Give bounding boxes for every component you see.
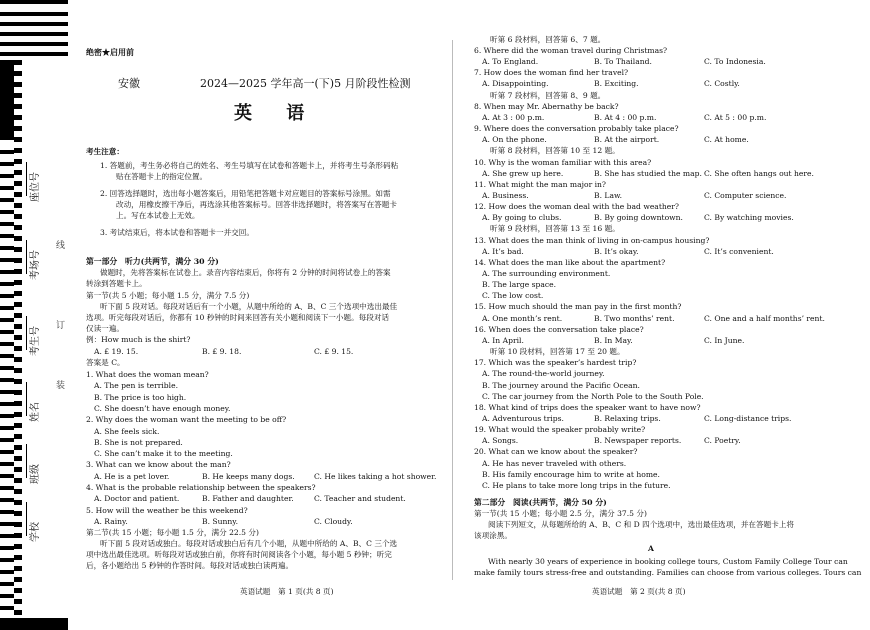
option: C. She doesn’t have enough money. — [94, 403, 231, 413]
example-option: C. £ 9. 15. — [314, 347, 354, 356]
question: 19. What would the speaker probably write? — [474, 425, 646, 435]
option: C. She can’t make it to the meeting. — [94, 449, 233, 459]
option: C. Computer science. — [704, 190, 787, 200]
option: B. The large space. — [482, 280, 557, 290]
option: B. She has studied the map. — [594, 168, 702, 178]
option: A. One month’s rent. — [482, 313, 563, 323]
option: C. He likes taking a hot shower. — [314, 471, 437, 481]
example-option: B. £ 9. 18. — [202, 347, 242, 356]
question: 3. What can we know about the man? — [86, 460, 231, 470]
right-top-note: 听第 6 段材料，回答第 6、7 题。 — [490, 35, 606, 44]
info-fill-line — [26, 240, 27, 274]
option: C. At home. — [704, 135, 749, 145]
part2-desc: 项中选出最佳选项。听每段对话或独白前，你将有时间阅读各个小题，每小题 5 秒钟；听完 — [86, 550, 392, 559]
part1-desc: 听下面 5 段对话。每段对话后有一个小题，从题中所给的 A、B、C 三个选项中选出最佳 — [100, 302, 398, 311]
option: B. The journey around the Pacific Ocean. — [482, 380, 640, 390]
binding-strip — [0, 0, 70, 630]
option: A. In April. — [482, 335, 524, 345]
example-answer: 答案是 C。 — [86, 358, 125, 367]
option: B. She is not prepared. — [94, 437, 183, 447]
notice-title: 考生注意： — [86, 147, 124, 156]
option: A. To England. — [482, 57, 539, 67]
option: C. The car journey from the North Pole to the South Pole. — [482, 391, 704, 401]
option: B. He keeps many dogs. — [202, 471, 295, 481]
option: A. By going to clubs. — [482, 213, 562, 223]
info-label: 考生号 — [30, 326, 41, 356]
barcode-bar — [0, 12, 68, 16]
info-label: 班级 — [30, 464, 41, 484]
option: B. Newspaper reports. — [594, 436, 682, 446]
question: 18. What kind of trips does the speaker want to have now? — [474, 402, 701, 412]
option: B. In May. — [594, 335, 633, 345]
barcode-bar — [0, 22, 68, 26]
question: 7. How does the woman find her travel? — [474, 68, 629, 78]
option: C. Teacher and student. — [314, 494, 406, 504]
reading-desc: 该项涂黑。 — [474, 531, 512, 540]
passage-text: With nearly 30 years of experience in booking college tours, Custom Family College Tour can — [488, 557, 848, 566]
cut-mark-bind: 订 — [56, 321, 66, 331]
option: C. One and a half months’ rent. — [704, 313, 825, 323]
barcode-bar — [0, 32, 68, 36]
option: B. Father and daughter. — [202, 494, 294, 504]
notice-item: 1. 答题前，考生务必将自己的姓名、考生号填写在试卷和答题卡上，并将考生号条形码粘 — [100, 161, 399, 170]
subject-title: 英 语 — [234, 103, 319, 124]
passage-text: make family tours stress-free and outstanding. Families can choose from various colleges. Tours can — [474, 568, 862, 577]
info-fill-line — [26, 316, 27, 350]
reading-heading: 第二部分 阅读(共两节，满分 50 分) — [474, 498, 607, 507]
notice-item: 3. 考试结束后，将本试卷和答题卡一并交回。 — [100, 228, 254, 237]
part2-desc: 后，各小题给出 5 秒钟的作答时间。每段对话或独白读两遍。 — [86, 561, 294, 570]
barcode-bar — [0, 42, 68, 46]
question: 5. How will the weather be this weekend? — [86, 505, 248, 515]
option: C. The low cost. — [482, 291, 544, 301]
secret-mark: 绝密★启用前 — [86, 47, 134, 57]
info-label: 学校 — [30, 522, 41, 542]
question: 1. What does the woman mean? — [86, 370, 209, 379]
question: 12. How does the woman deal with the bad weather? — [474, 202, 679, 212]
section-note: 听第 7 段材料，回答第 8、9 题。 — [490, 90, 606, 100]
listening-heading: 第一部分 听力(共两节，满分 30 分) — [86, 257, 219, 266]
notice-item: 贴在答题卡上的指定位置。 — [116, 172, 208, 181]
info-fill-line — [26, 382, 27, 416]
option: B. At 4 : 00 p.m. — [594, 112, 657, 122]
question: 15. How much should the man pay in the first month? — [474, 302, 682, 312]
option: C. By watching movies. — [704, 213, 794, 223]
section-note: 听第 8 段材料，回答第 10 至 12 题。 — [490, 146, 620, 156]
question: 9. Where does the conversation probably take place? — [474, 124, 679, 134]
part2-heading: 第二节(共 15 小题；每小题 1.5 分，满分 22.5 分) — [86, 528, 259, 537]
candidate-info-labels — [18, 120, 68, 620]
question: 6. Where did the woman travel during Christmas? — [474, 46, 668, 55]
section-note: 听第 10 段材料，回答第 17 至 20 题。 — [490, 347, 625, 357]
option: A. He has never traveled with others. — [482, 458, 627, 468]
example-question: 例：How much is the shirt? — [86, 335, 191, 344]
question: 10. Why is the woman familiar with this area? — [474, 157, 652, 167]
section-note: 听第 9 段材料，回答第 13 至 16 题。 — [490, 224, 620, 234]
question: 14. What does the man like about the apartment? — [474, 257, 666, 267]
option: A. The surrounding environment. — [482, 269, 611, 278]
option: C. To Indonesia. — [704, 57, 766, 67]
info-label: 考场号 — [30, 250, 41, 280]
option: A. Doctor and patient. — [94, 494, 180, 504]
option: A. Disappointing. — [482, 79, 549, 89]
question: 4. What is the probable relationship between the speakers? — [86, 483, 316, 492]
option: C. Costly. — [704, 79, 740, 89]
option: A. At 3 : 00 p.m. — [482, 112, 545, 122]
option: C. At 5 : 00 p.m. — [704, 112, 767, 122]
option: A. Rainy. — [94, 516, 128, 526]
listening-intro: 转涂到答题卡上。 — [86, 279, 147, 288]
option: B. His family encourage him to write at home. — [482, 469, 660, 479]
listening-intro: 做题时，先将答案标在试卷上。录音内容结束后，你将有 2 分钟的时间将试卷上的答案 — [100, 268, 391, 277]
option: C. Long-distance trips. — [704, 413, 792, 423]
option: A. She grew up here. — [482, 168, 564, 178]
option: A. The pen is terrible. — [94, 381, 179, 391]
info-fill-line — [26, 444, 27, 478]
option: A. Business. — [482, 190, 529, 200]
option: B. By going downtown. — [594, 213, 683, 223]
part2-desc: 听下面 5 段对话或独白。每段对话或独白后有几个小题，从题中所给的 A、B、C 三个选 — [100, 539, 398, 548]
option: C. It’s convenient. — [704, 246, 774, 256]
option: B. To Thailand. — [594, 57, 652, 67]
option: A. It’s bad. — [482, 246, 524, 256]
exam-title: 2024—2025 学年高一(下)5 月阶段性检测 — [200, 77, 411, 90]
option: B. Sunny. — [202, 516, 238, 526]
barcode-bar — [0, 60, 14, 140]
question: 8. When may Mr. Abernathy be back? — [474, 101, 619, 111]
question: 2. Why does the woman want the meeting to be off? — [86, 415, 287, 425]
option: C. He plans to take more long trips in the future. — [482, 480, 671, 490]
cut-mark-pack: 装 — [56, 381, 66, 391]
option: B. Relaxing trips. — [594, 413, 661, 423]
option: C. Poetry. — [704, 436, 741, 446]
option: B. It’s okay. — [594, 246, 639, 256]
question: 17. Which was the speaker’s hardest trip? — [474, 358, 637, 368]
barcode-bar — [0, 52, 68, 56]
info-label: 座位号 — [30, 172, 41, 202]
reading-desc: 阅读下列短文，从每题所给的 A、B、C 和 D 四个选项中，选出最佳选项，并在答题卡上将 — [488, 520, 794, 529]
passage-label: A — [648, 544, 654, 553]
notice-item: 2. 回答选择题时，选出每小题答案后，用铅笔把答题卡对应题目的答案标号涂黑。如需 — [100, 189, 391, 198]
barcode-bar — [0, 0, 68, 4]
info-fill-line — [26, 502, 27, 536]
option: B. Two months’ rent. — [594, 313, 675, 323]
example-option: A. £ 19. 15. — [94, 347, 139, 356]
province: 安徽 — [118, 77, 140, 90]
option: C. Cloudy. — [314, 516, 353, 526]
notice-item: 改动，用橡皮擦干净后，再选涂其他答案标号。回答非选择题时，将答案写在答题卡 — [116, 200, 397, 209]
footer-left: 英语试题 第 1 页(共 8 页) — [240, 587, 334, 596]
page-divider — [452, 40, 453, 580]
question: 20. What can we know about the speaker? — [474, 447, 638, 457]
option: B. Exciting. — [594, 79, 639, 89]
option: C. She often hangs out here. — [704, 168, 814, 178]
option: A. The round-the-world journey. — [482, 369, 605, 379]
question: 13. What does the man think of living in on-campus housing? — [474, 235, 710, 245]
page-2 — [462, 0, 862, 630]
cut-mark-line: 线 — [56, 241, 66, 251]
option: B. Law. — [594, 190, 622, 200]
option: A. She feels sick. — [94, 426, 160, 436]
page-1 — [82, 0, 442, 630]
option: A. Adventurous trips. — [482, 413, 564, 423]
option: A. Songs. — [482, 436, 519, 446]
option: B. The price is too high. — [94, 392, 187, 402]
notice-item: 上。写在本试卷上无效。 — [116, 211, 200, 220]
question: 16. When does the conversation take place? — [474, 324, 644, 334]
option: A. On the phone. — [482, 135, 547, 145]
footer-right: 英语试题 第 2 页(共 8 页) — [592, 587, 686, 596]
part1-desc: 选项。听完每段对话后，你都有 10 秒钟的时间来回答有关小题和阅读下一小题。每段对话 — [86, 313, 390, 322]
reading-part1: 第一节(共 15 小题；每小题 2.5 分，满分 37.5 分) — [474, 509, 647, 518]
option: B. At the airport. — [594, 135, 660, 145]
part1-desc: 仅读一遍。 — [86, 324, 124, 333]
part1-heading: 第一节(共 5 小题；每小题 1.5 分，满分 7.5 分) — [86, 291, 250, 300]
info-fill-line — [26, 162, 27, 196]
info-label: 姓名 — [30, 402, 41, 422]
option: A. He is a pet lover. — [94, 471, 170, 481]
option: C. In June. — [704, 335, 745, 345]
question: 11. What might the man major in? — [474, 179, 606, 189]
